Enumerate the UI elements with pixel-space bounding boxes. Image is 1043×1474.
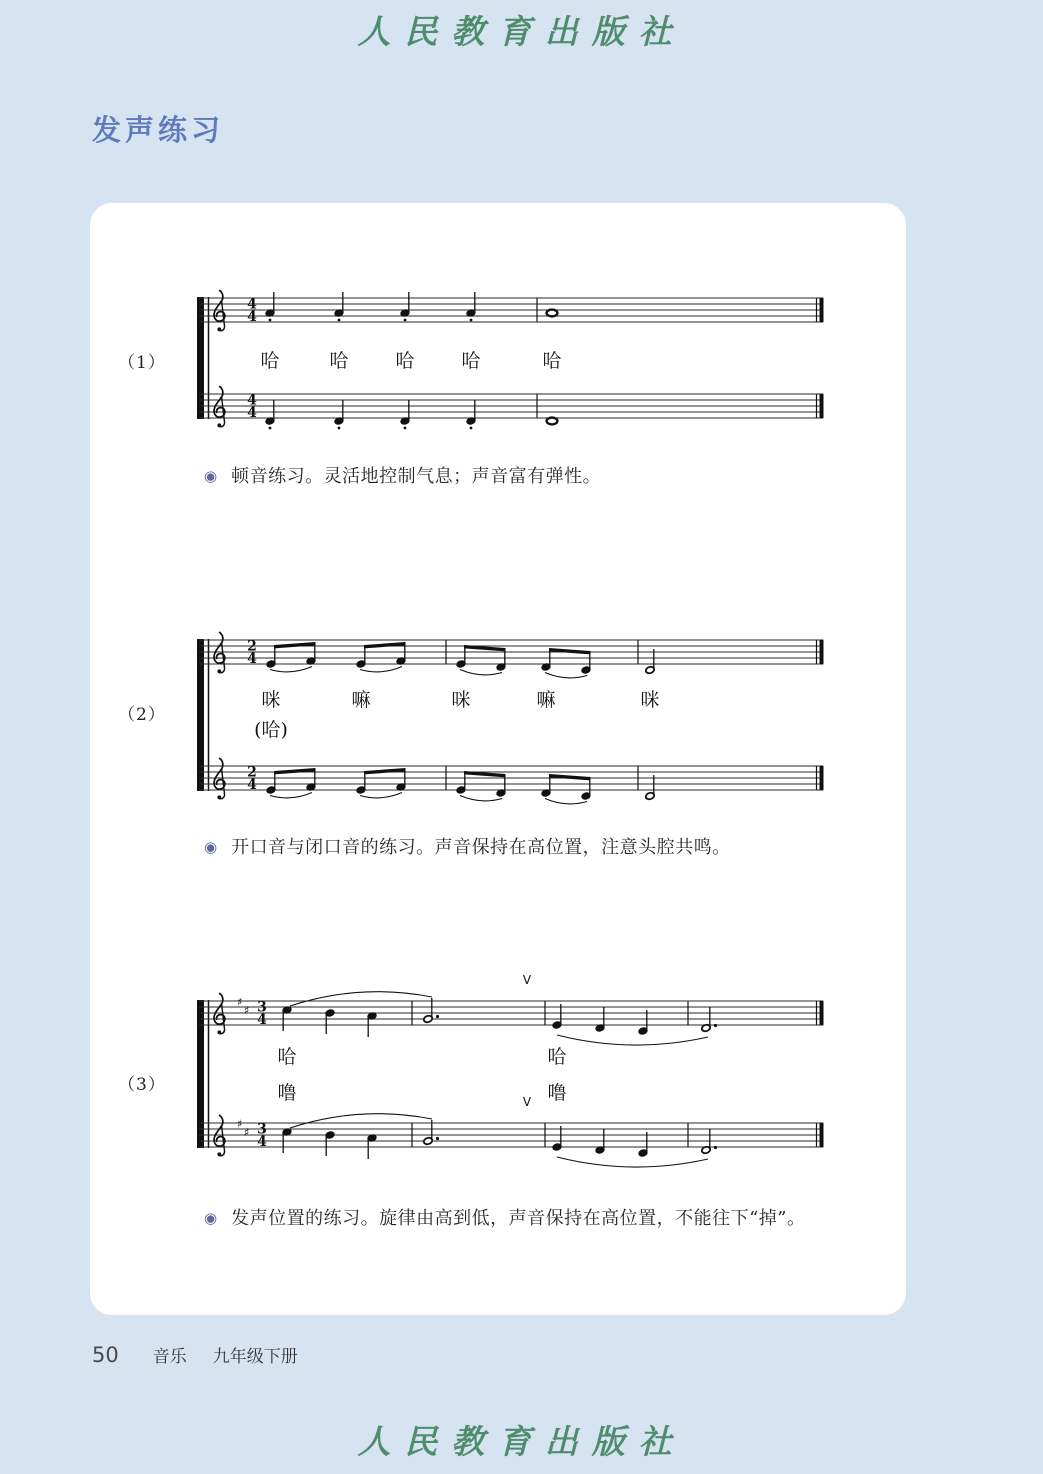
time-signature: 4 [247,777,257,793]
instruction-text: 开口音与闭口音的练习。声音保持在高位置，注意头腔共鸣。 [231,837,731,858]
time-signature: 4 [247,405,257,421]
exercise-3-label: （3） [118,1075,166,1095]
lyric-syllable: 哈 [277,1046,297,1068]
lyric-syllable: 噜 [547,1082,567,1104]
time-signature: 4 [247,309,257,325]
bullet-icon: ◉ [204,1209,218,1227]
lyric-syllable: 咪 [451,689,471,711]
publisher-logo-bottom: 人民教育出版社 [357,1422,686,1461]
page-footer [92,1342,298,1367]
breath-mark: V [522,1095,532,1109]
time-signature: 4 [247,651,257,667]
sharp-icon: ♯ [237,995,243,1009]
sharp-icon: ♯ [244,1004,250,1017]
lyric-syllable: 嘛 [351,689,371,711]
exercise-card [90,203,906,1315]
lyric-syllable: 噜 [277,1082,297,1104]
exercise-2-note [204,833,864,859]
time-signature: 4 [247,296,257,313]
lyric-syllable: 嘛 [536,689,556,711]
time-signature: 3 [257,999,267,1016]
instruction-text: 发声位置的练习。旋律由高到低，声音保持在高位置，不能往下“掉”。 [231,1208,806,1229]
time-signature: 2 [247,764,257,781]
footer-subject: 音乐 [152,1347,187,1367]
breath-mark: V [522,973,532,987]
lyric-syllable: 哈 [260,350,280,372]
page-number: 50 [92,1343,119,1367]
publisher-logo-top: 人民教育出版社 [357,12,686,51]
lyric-syllable: 哈 [395,350,415,372]
time-signature: 3 [257,1121,267,1138]
instruction-text: 顿音练习。灵活地控制气息；声音富有弹性。 [231,466,602,487]
exercise-1-note [204,462,864,488]
time-signature: 4 [257,1134,267,1150]
time-signature: 4 [257,1012,267,1028]
exercise-3-note [204,1204,864,1230]
lyric-syllable: 咪 [640,689,660,711]
time-signature: 2 [247,638,257,655]
lyric-syllable: 咪 [261,689,281,711]
lyric-syllable: 哈 [542,350,562,372]
lyric-syllable: (哈) [254,719,288,741]
footer-book-title: 九年级下册 [212,1347,298,1367]
lyric-syllable: 哈 [547,1046,567,1068]
time-signature: 4 [247,392,257,409]
bullet-icon: ◉ [204,467,218,485]
sharp-icon: ♯ [237,1117,243,1131]
page-title: 发声练习 [92,113,225,147]
exercise-1-label: （1） [118,353,166,373]
bullet-icon: ◉ [204,838,218,856]
lyric-syllable: 哈 [461,350,481,372]
exercise-2-label: （2） [118,705,166,725]
lyric-syllable: 哈 [329,350,349,372]
sharp-icon: ♯ [244,1126,250,1139]
